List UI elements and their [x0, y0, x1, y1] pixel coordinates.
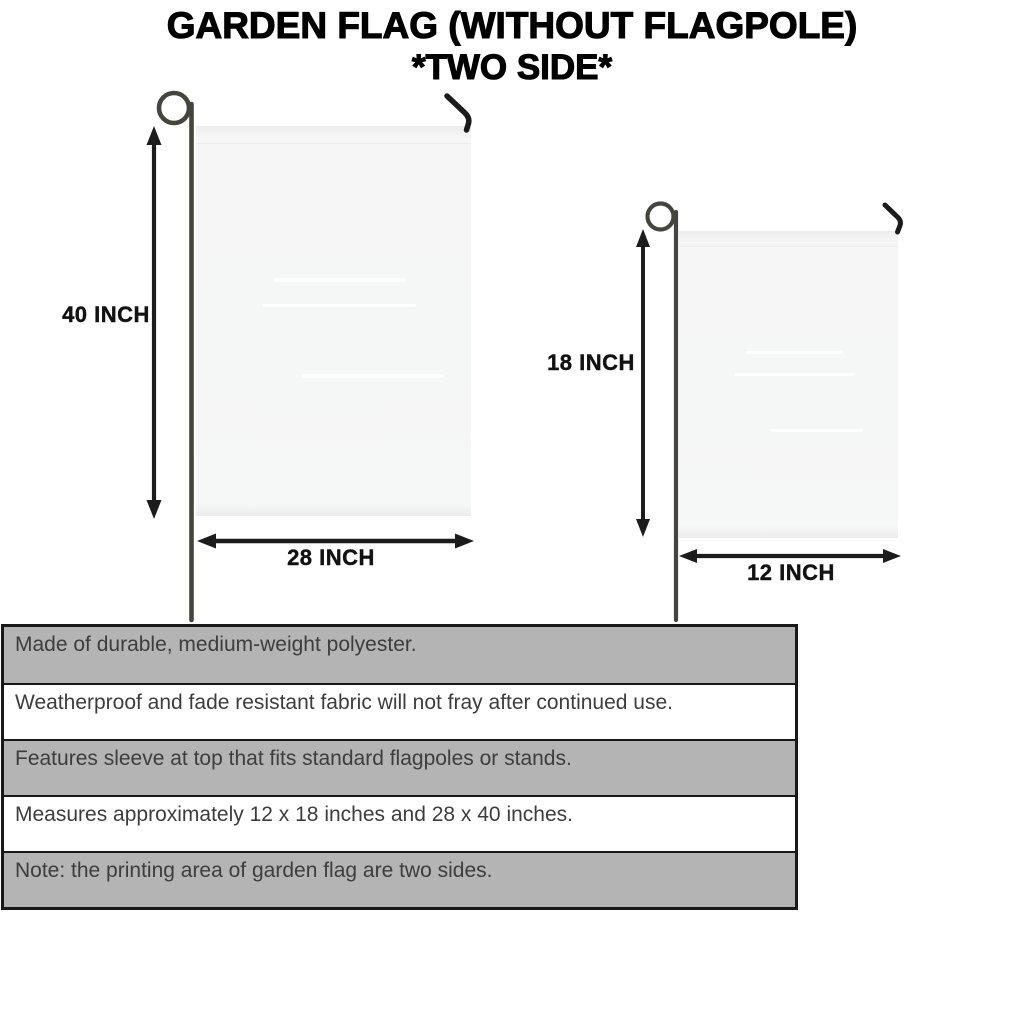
feature-row: Features sleeve at top that fits standard flagpoles or stands.	[4, 739, 795, 795]
features-table	[1, 624, 798, 910]
small-flagpole-icon	[648, 204, 677, 621]
small-flag-width-label: 12 INCH	[747, 560, 835, 585]
feature-row: Measures approximately 12 x 18 inches and 28 x 40 inches.	[4, 795, 795, 851]
large-flag-hook-icon	[447, 96, 469, 130]
large-flag-height-label: 40 INCH	[62, 302, 150, 327]
feature-row: Made of durable, medium-weight polyester.	[4, 627, 795, 683]
small-flag-height-arrow-icon	[636, 229, 650, 537]
page-title-line2: *TWO SIDE*	[411, 48, 613, 87]
small-flag-hook-icon	[885, 205, 900, 232]
large-flagpole-icon	[159, 93, 192, 620]
feature-row: Note: the printing area of garden flag are two sides.	[4, 851, 795, 907]
large-flag-width-label: 28 INCH	[287, 545, 375, 570]
small-flag-height-label: 18 INCH	[547, 350, 635, 375]
page-title-line1: GARDEN FLAG (WITHOUT FLAGPOLE)	[166, 5, 858, 46]
feature-row: Weatherproof and fade resistant fabric will not fray after continued use.	[4, 683, 795, 739]
